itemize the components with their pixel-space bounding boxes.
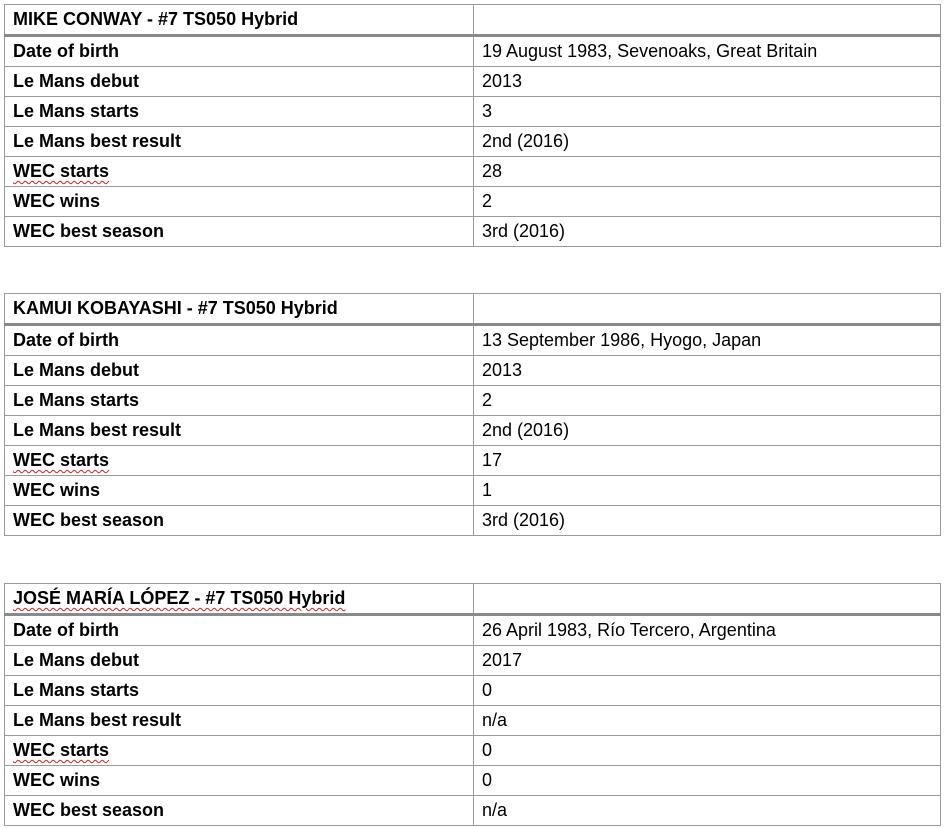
row-label: WEC wins — [5, 187, 474, 217]
table-row — [5, 97, 941, 127]
row-value: 3rd (2016) — [474, 506, 941, 536]
row-value: 26 April 1983, Río Tercero, Argentina — [474, 615, 941, 646]
row-value: 1 — [474, 476, 941, 506]
row-label: Date of birth — [5, 36, 474, 67]
row-label: Le Mans best result — [5, 416, 474, 446]
table-row — [5, 646, 941, 676]
row-value: 2017 — [474, 646, 941, 676]
row-label: Le Mans starts — [5, 386, 474, 416]
row-value: 3 — [474, 97, 941, 127]
spellcheck-header: JOSÉ MARÍA LÓPEZ - #7 TS050 Hybrid — [13, 588, 346, 608]
row-value: n/a — [474, 796, 941, 826]
table-row — [5, 796, 941, 826]
driver-name-cell: MIKE CONWAY - #7 TS050 Hybrid — [5, 5, 474, 36]
row-value: 2 — [474, 187, 941, 217]
row-label: Le Mans best result — [5, 127, 474, 157]
table-row — [5, 157, 941, 187]
driver-table-conway — [4, 4, 941, 247]
driver-name-cell — [5, 584, 474, 615]
row-value: 3rd (2016) — [474, 217, 941, 247]
table-row — [5, 736, 941, 766]
table-row — [5, 127, 941, 157]
table-row — [5, 615, 941, 646]
row-label: Le Mans debut — [5, 67, 474, 97]
row-label: Le Mans debut — [5, 646, 474, 676]
table-row — [5, 766, 941, 796]
table-row — [5, 325, 941, 356]
row-value: 0 — [474, 736, 941, 766]
table-row — [5, 36, 941, 67]
table-row — [5, 217, 941, 247]
row-label: WEC wins — [5, 766, 474, 796]
row-value: 0 — [474, 766, 941, 796]
table-row — [5, 356, 941, 386]
header-value-cell — [474, 584, 941, 615]
driver-table-kobayashi — [4, 293, 941, 536]
table-row — [5, 416, 941, 446]
row-label: WEC wins — [5, 476, 474, 506]
table-row — [5, 506, 941, 536]
row-label: Le Mans best result — [5, 706, 474, 736]
row-value: 13 September 1986, Hyogo, Japan — [474, 325, 941, 356]
driver-table-lopez — [4, 583, 941, 826]
header-value-cell — [474, 5, 941, 36]
header-value-cell — [474, 294, 941, 325]
row-label: WEC best season — [5, 217, 474, 247]
spellcheck-label: WEC starts — [13, 161, 110, 181]
row-value: 2 — [474, 386, 941, 416]
row-value: n/a — [474, 706, 941, 736]
table-row — [5, 676, 941, 706]
table-row — [5, 446, 941, 476]
row-label: WEC best season — [5, 796, 474, 826]
row-value: 2nd (2016) — [474, 416, 941, 446]
row-value: 28 — [474, 157, 941, 187]
row-label: WEC best season — [5, 506, 474, 536]
row-label — [5, 157, 474, 187]
spellcheck-label: WEC starts — [13, 450, 110, 470]
row-label: Le Mans debut — [5, 356, 474, 386]
row-value: 2013 — [474, 67, 941, 97]
row-value: 19 August 1983, Sevenoaks, Great Britain — [474, 36, 941, 67]
table-row — [5, 187, 941, 217]
table-row — [5, 706, 941, 736]
table-row — [5, 67, 941, 97]
row-value: 2013 — [474, 356, 941, 386]
table-row — [5, 476, 941, 506]
row-label: Le Mans starts — [5, 97, 474, 127]
row-label: Le Mans starts — [5, 676, 474, 706]
row-value: 2nd (2016) — [474, 127, 941, 157]
driver-name-cell: KAMUI KOBAYASHI - #7 TS050 Hybrid — [5, 294, 474, 325]
table-header-row — [5, 294, 941, 325]
row-value: 17 — [474, 446, 941, 476]
table-header-row — [5, 5, 941, 36]
table-row — [5, 386, 941, 416]
row-label: Date of birth — [5, 615, 474, 646]
spellcheck-label: WEC starts — [13, 740, 110, 760]
row-label — [5, 446, 474, 476]
row-value: 0 — [474, 676, 941, 706]
table-header-row — [5, 584, 941, 615]
row-label — [5, 736, 474, 766]
row-label: Date of birth — [5, 325, 474, 356]
